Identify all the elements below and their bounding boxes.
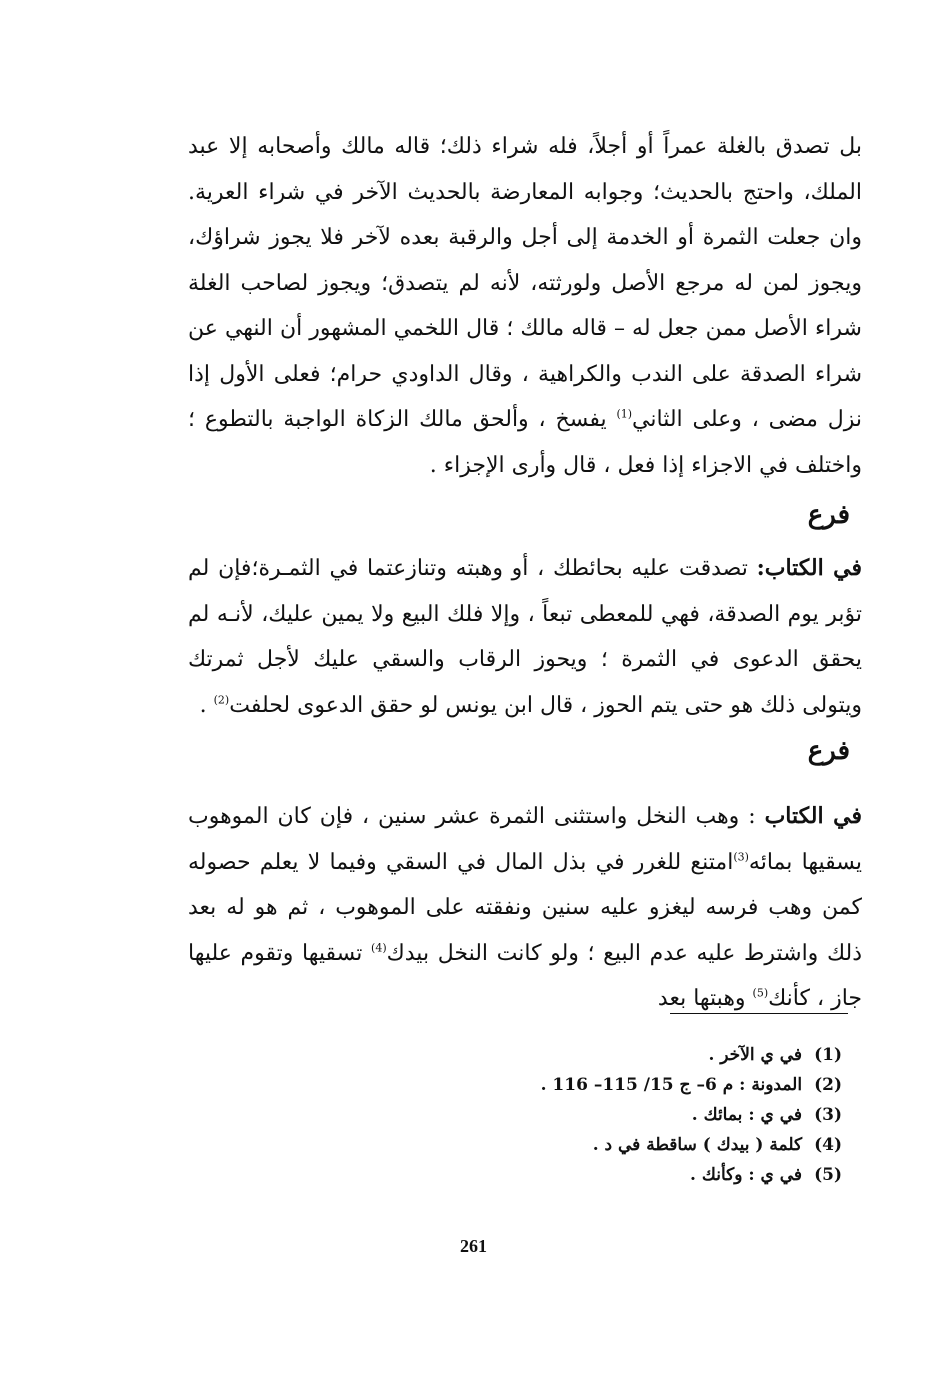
paragraph-1-body: بل تصدق بالغلة عمراً أو أجلاً، فله شراء ذلك؛ قاله مالك وأصحابه إلا عبد الملك، واحتج بالحديث؛ وجوابه المعارضة بالحديث الآخر في شراء العرية. وان جعلت الثمرة أو الخدمة إلى أجل والرقبة بعده لآخر فلا يجوز شراؤك، ويجوز لمن له مرجع الأصل ولورثته، لأنه لم يتصدق؛ ويجوز لصاحب الغلة شراء الأصل ممن جعل له – قاله مالك ؛ قال اللخمي المشهور أن النهي عن شراء الصدقة على الندب والكراهية ، وقال الداودي حرام؛ فعلى الأول إذا نزل مضى ، وعلى الثاني bbox=[188, 134, 862, 432]
paragraph-1-end: يفسخ ، وألحق مالك الزكاة الواجبة بالتطوع ؛ واختلف في الاجزاء إذا فعل ، قال وأرى الإجزاء . bbox=[188, 407, 862, 478]
footnote-item bbox=[462, 1130, 842, 1160]
footnote-text: كلمة ( بيدك ) ساقطة في د . bbox=[592, 1135, 803, 1155]
section-heading-2: فرع bbox=[807, 736, 850, 766]
footnote-number: (5) bbox=[814, 1165, 842, 1185]
paragraph-3 bbox=[188, 794, 862, 1022]
footnote-text: في ي الآخر . bbox=[708, 1045, 803, 1065]
paragraph-1-text bbox=[188, 124, 862, 488]
paragraph-2-end: . bbox=[199, 692, 207, 718]
footnote-divider bbox=[670, 1013, 848, 1014]
footnote-ref-3: (3) bbox=[733, 850, 749, 864]
footnote-ref-4: (4) bbox=[371, 941, 387, 955]
paragraph-2-text bbox=[188, 546, 862, 728]
footnote-item bbox=[462, 1160, 842, 1190]
footnote-number: (2) bbox=[814, 1075, 842, 1095]
footnote-text: المدونة : م 6– ج 15/ 115– 116 . bbox=[540, 1075, 803, 1095]
paragraph-3-lead: في الكتاب bbox=[764, 803, 863, 829]
paragraph-3-part-a: : وهب النخل واستثنى الثمرة عشر سنين ، فإن كان الموهوب يسقيها بمائه bbox=[188, 804, 862, 875]
footnote-number: (3) bbox=[814, 1105, 842, 1125]
paragraph-3-part-b: امتنع للغرر في بذل المال في السقي وفيما لا يعلم حصوله كمن وهب فرسه ليغزو عليه سنين ونفقته على الموهوب ، ثم هو له بعد ذلك واشترط عليه عدم البيع ؛ ولو كانت النخل بيدك bbox=[188, 849, 862, 966]
footnotes bbox=[462, 1040, 842, 1190]
page-number: 261 bbox=[460, 1236, 487, 1256]
footnote-ref-1: (1) bbox=[616, 407, 633, 421]
paragraph-1 bbox=[188, 124, 862, 488]
footnote-item bbox=[462, 1100, 842, 1130]
paragraph-3-part-d: وهبتها بعد bbox=[657, 986, 746, 1011]
paragraph-3-text bbox=[188, 794, 862, 1022]
paragraph-2-lead: في الكتاب: bbox=[756, 555, 862, 581]
footnote-ref-5: (5) bbox=[752, 986, 769, 1000]
footnote-text: في ي : بمائك . bbox=[691, 1105, 803, 1125]
paragraph-3-part-c: تسقيها وتقوم عليها جاز ، كأنك bbox=[188, 940, 862, 1011]
footnote-ref-2: (2) bbox=[213, 693, 230, 707]
section-heading-1: فرع bbox=[807, 500, 850, 530]
footnote-item bbox=[462, 1070, 842, 1100]
footnote-item bbox=[462, 1040, 842, 1070]
footnote-number: (1) bbox=[814, 1045, 842, 1065]
footnote-text: في ي : وكأنك . bbox=[690, 1165, 803, 1185]
paragraph-2-body: تصدقت عليه بحائطك ، أو وهبته وتنازعتما في الثمـرة؛فإن لم تؤبر يوم الصدقة، فهي للمعطى تبعاً ، وإلا فلك البيع ولا يمين عليك، لأنـه لم يحقق الدعوى في الثمرة ؛ ويحوز الرقاب والسقي عليك لأجل ثمرتك ويتولى ذلك هو حتى يتم الحوز ، قال ابن يونس لو حقق الدعوى لحلفت bbox=[188, 556, 862, 718]
footnote-number: (4) bbox=[814, 1135, 842, 1155]
paragraph-2 bbox=[188, 546, 862, 728]
